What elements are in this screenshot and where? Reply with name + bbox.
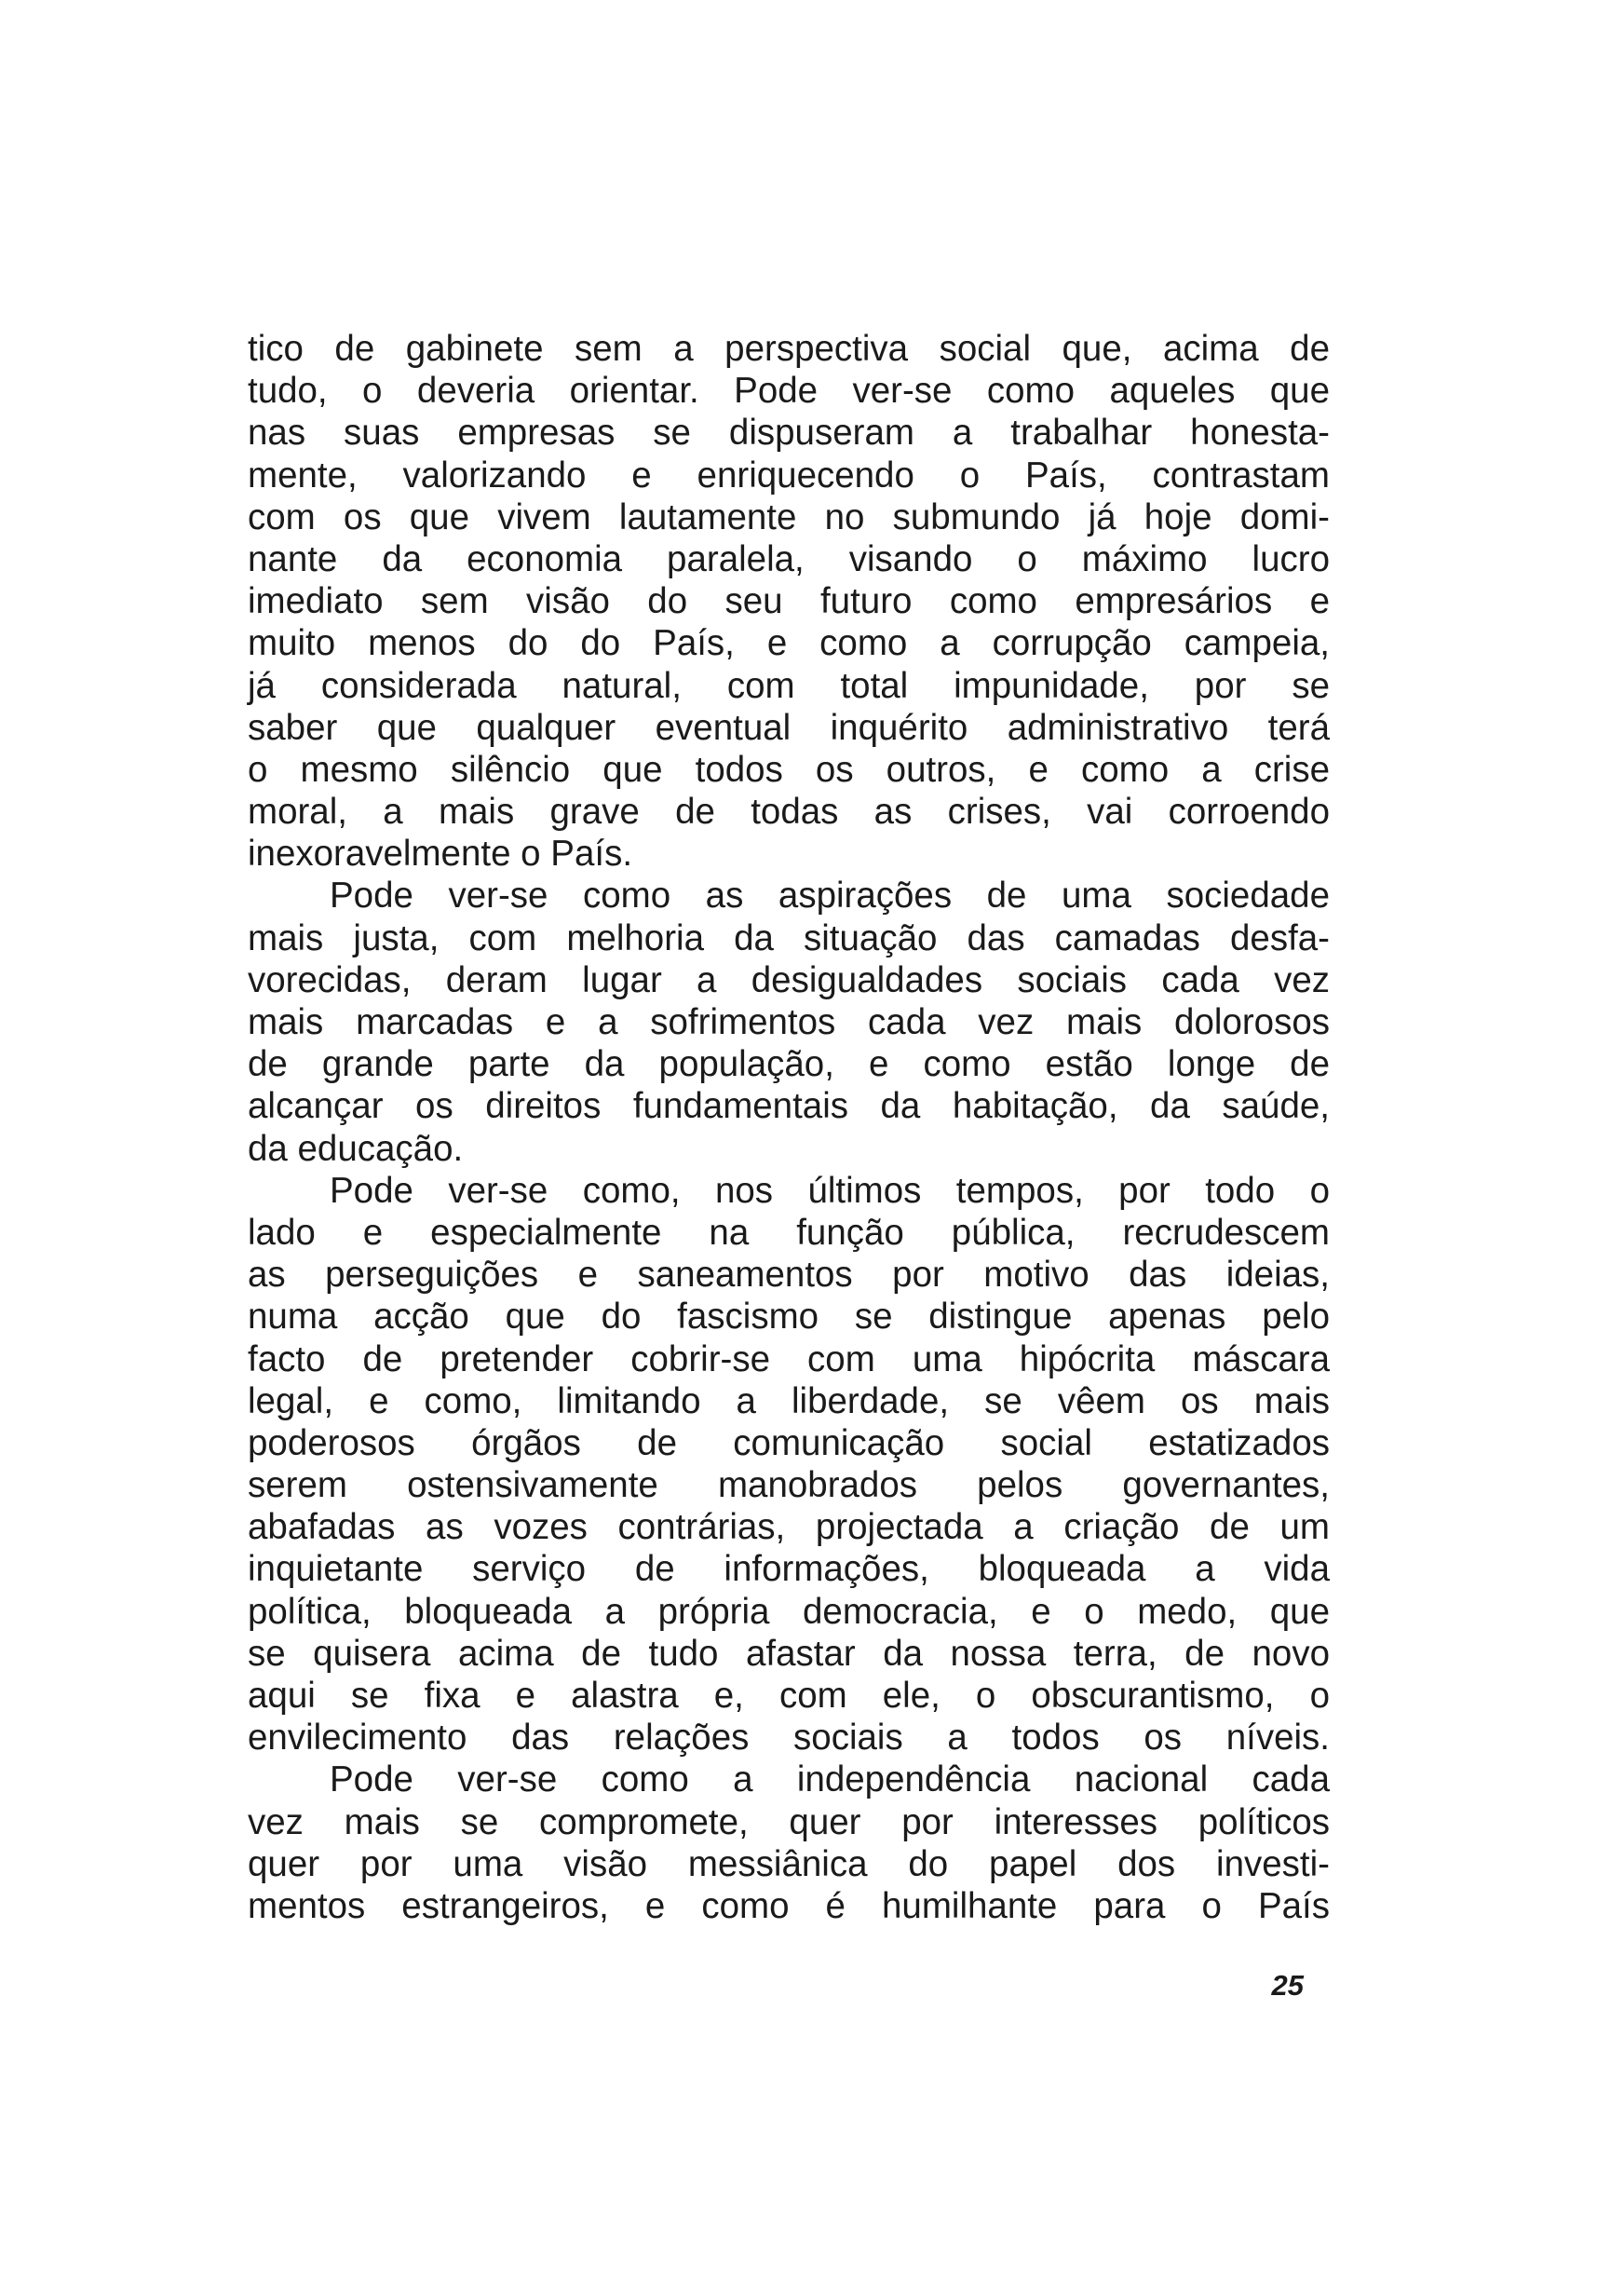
text-line: numa acção que do fascismo se distingue apenas pelo xyxy=(248,1297,1330,1338)
text-line: quer por uma visão messiânica do papel dos investi- xyxy=(248,1843,1330,1884)
paragraph-start-line: Pode ver-se como as aspirações de uma sociedade xyxy=(330,876,1330,917)
paragraph-start-line: Pode ver-se como a independência nacional cada xyxy=(330,1759,1330,1800)
text-line: facto de pretender cobrir-se com uma hipócrita máscara xyxy=(248,1338,1330,1379)
body-text xyxy=(248,328,1330,1927)
text-line: vorecidas, deram lugar a desigualdades sociais cada vez xyxy=(248,959,1330,1000)
text-line: já considerada natural, com total impunidade, por se xyxy=(248,665,1330,706)
text-line: muito menos do do País, e como a corrupção campeia, xyxy=(248,623,1330,664)
text-line: moral, a mais grave de todas as crises, vai corroendo xyxy=(248,792,1330,833)
text-line: de grande parte da população, e como estão longe de xyxy=(248,1044,1330,1085)
text-line: vez mais se compromete, quer por interesses políticos xyxy=(248,1801,1330,1842)
text-line: com os que vivem lautamente no submundo já hoje domi- xyxy=(248,496,1330,537)
paragraph-end-line: envilecimento das relações sociais a todos os níveis. xyxy=(248,1718,1330,1759)
text-line: o mesmo silêncio que todos os outros, e como a crise xyxy=(248,749,1330,790)
text-line: mais marcadas e a sofrimentos cada vez mais dolorosos xyxy=(248,1002,1330,1042)
text-line: mente, valorizando e enriquecendo o País, contrastam xyxy=(248,455,1330,496)
text-line: abafadas as vozes contrárias, projectada a criação de um xyxy=(248,1507,1330,1548)
page-number: 25 xyxy=(1271,1969,1304,2002)
text-line: inquietante serviço de informações, bloqueada a vida xyxy=(248,1549,1330,1590)
text-line: política, bloqueada a própria democracia, e o medo, que xyxy=(248,1591,1330,1632)
text-line: imediato sem visão do seu futuro como empresários e xyxy=(248,581,1330,622)
text-line: nante da economia paralela, visando o máximo lucro xyxy=(248,538,1330,579)
text-line: alcançar os direitos fundamentais da habitação, da saúde, xyxy=(248,1086,1330,1127)
text-line: poderosos órgãos de comunicação social estatizados xyxy=(248,1422,1330,1463)
text-line: lado e especialmente na função pública, recrudescem xyxy=(248,1212,1330,1253)
text-line: saber que qualquer eventual inquérito administrativo terá xyxy=(248,707,1330,748)
text-line: mais justa, com melhoria da situação das camadas desfa- xyxy=(248,917,1330,958)
text-line: nas suas empresas se dispuseram a trabalhar honesta- xyxy=(248,413,1330,454)
paragraph-start-line: Pode ver-se como, nos últimos tempos, por todo o xyxy=(330,1170,1330,1211)
text-line: se quisera acima de tudo afastar da nossa terra, de novo xyxy=(248,1633,1330,1674)
paragraph-end-line: inexoravelmente o País. xyxy=(248,834,633,875)
text-line: as perseguições e saneamentos por motivo das ideias, xyxy=(248,1255,1330,1296)
paragraph-end-line: da educação. xyxy=(248,1128,464,1169)
text-line: aqui se fixa e alastra e, com ele, o obscurantismo, o xyxy=(248,1676,1330,1716)
text-line: serem ostensivamente manobrados pelos governantes, xyxy=(248,1465,1330,1506)
text-line: tico de gabinete sem a perspectiva social que, acima de xyxy=(248,329,1330,369)
text-line: mentos estrangeiros, e como é humilhante para o País xyxy=(248,1885,1330,1926)
text-line: legal, e como, limitando a liberdade, se vêem os mais xyxy=(248,1380,1330,1421)
text-line: tudo, o deveria orientar. Pode ver-se como aqueles que xyxy=(248,371,1330,412)
